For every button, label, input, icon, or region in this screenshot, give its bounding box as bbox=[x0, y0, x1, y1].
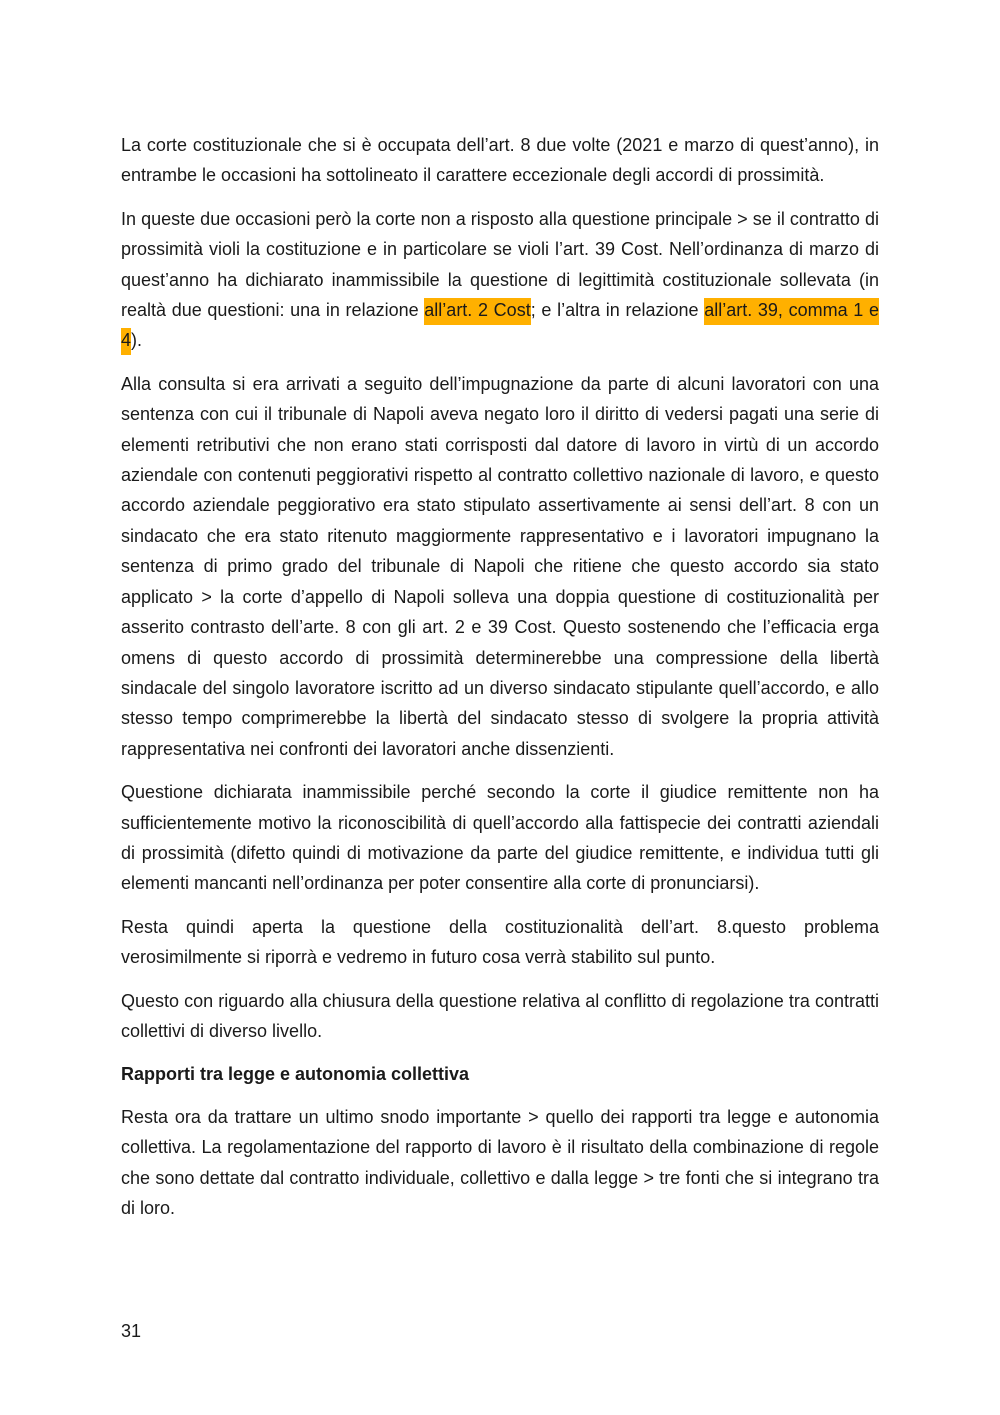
paragraph-text: In queste due occasioni però la corte non a risposto alla questione principale > se il contratto di prossimità violi la costituzione e in particolare se violi l’art. 39 Cost. Nell’ordinanza di marzo di quest’anno ha dichiarato inammissibile la questione di legittimità costituzionale sollevata (in realtà due questioni: una in relazione bbox=[121, 208, 879, 321]
page-number: 31 bbox=[121, 1321, 142, 1341]
paragraph-consulta bbox=[121, 369, 879, 764]
paragraph-text: Questione dichiarata inammissibile perché secondo la corte il giudice remittente non ha sufficientemente motivo la riconoscibilità di quell’accordo alla fattispecie dei contratti aziendali di prossimità (difetto quindi di motivazione da parte del giudice remittente, e individua tutti gli elementi mancanti nell’ordinanza per poter consentire alla corte di pronunciarsi). bbox=[121, 782, 879, 894]
paragraph-text: Resta quindi aperta la questione della costituzionalità dell’art. 8.questo problema verosimilmente si riporrà e vedremo in futuro cosa verrà stabilito sul punto. bbox=[121, 916, 879, 968]
paragraph-corte-costituzionale bbox=[121, 130, 879, 191]
section-heading: Rapporti tra legge e autonomia collettiva bbox=[121, 1064, 470, 1085]
paragraph-ordinanza-marzo bbox=[121, 204, 879, 356]
paragraph-text: Questo con riguardo alla chiusura della questione relativa al conflitto di regolazione tra contratti collettivi di diverso livello. bbox=[121, 990, 879, 1041]
document-body bbox=[121, 130, 879, 1236]
paragraph-text: La corte costituzionale che si è occupata dell’art. 8 due volte (2021 e marzo di quest’anno), in entrambe le occasioni ha sottolineato il carattere eccezionale degli accordi di prossimità. bbox=[121, 135, 879, 186]
paragraph-conflitto-regolazione bbox=[121, 986, 879, 1047]
paragraph-text: ). bbox=[131, 330, 143, 351]
highlighted-text-art-39: all’art. 39, comma 1 e 4 bbox=[121, 298, 879, 355]
paragraph-questione-inammissibile bbox=[121, 777, 879, 899]
highlighted-text-art-2: all’art. 2 Cost bbox=[424, 298, 530, 325]
paragraph-rapporti-legge: Resta ora da trattare un ultimo snodo importante > quello dei rapporti tra legge e autonomia collettiva. La regolamentazione del rapporto di lavoro è il risultato della combinazione di regole che sono dettate dal contratto individuale, collettivo e dalla legge > tre fonti che si integrano tra di loro. bbox=[121, 1106, 879, 1218]
paragraph-text: ; e l’altra in relazione bbox=[530, 300, 705, 321]
paragraph-questione-aperta bbox=[121, 912, 879, 973]
paragraph-text: Alla consulta si era arrivati a seguito dell’impugnazione da parte di alcuni lavoratori con una sentenza con cui il tribunale di Napoli aveva negato loro il diritto di vedersi pagati una serie di elementi retributivi che non erano stati corrisposti dal datore di lavoro in virtù di un accordo aziendale con contenuti peggiorativi rispetto al contratto collettivo nazionale di lavoro, e questo accordo aziendale peggiorativo era stato stipulato assertivamente ai sensi dell’art. 8 con un sindacato che era stato ritenuto maggiormente rappresentativo e i lavoratori impugnano la sentenza di primo grado del tribunale di Napoli che ritiene che questo accordo sia stato applicato > la corte d’appello di Napoli solleva una doppia questione di costituzionalità per asserito contrasto dell’arte. 8 con gli art. 2 e 39 Cost. Questo sostenendo che l’efficacia erga omens di questo accordo di prossimità determinerebbe una compressione della libertà sindacale del singolo lavoratore iscritto ad un diverso sindacato stipulante quell’accordo, e allo stesso tempo comprimerebbe la libertà del sindacato stesso di svolgere la propria attività rappresentativa nei confronti dei lavoratori anche dissenzienti. bbox=[121, 373, 879, 759]
